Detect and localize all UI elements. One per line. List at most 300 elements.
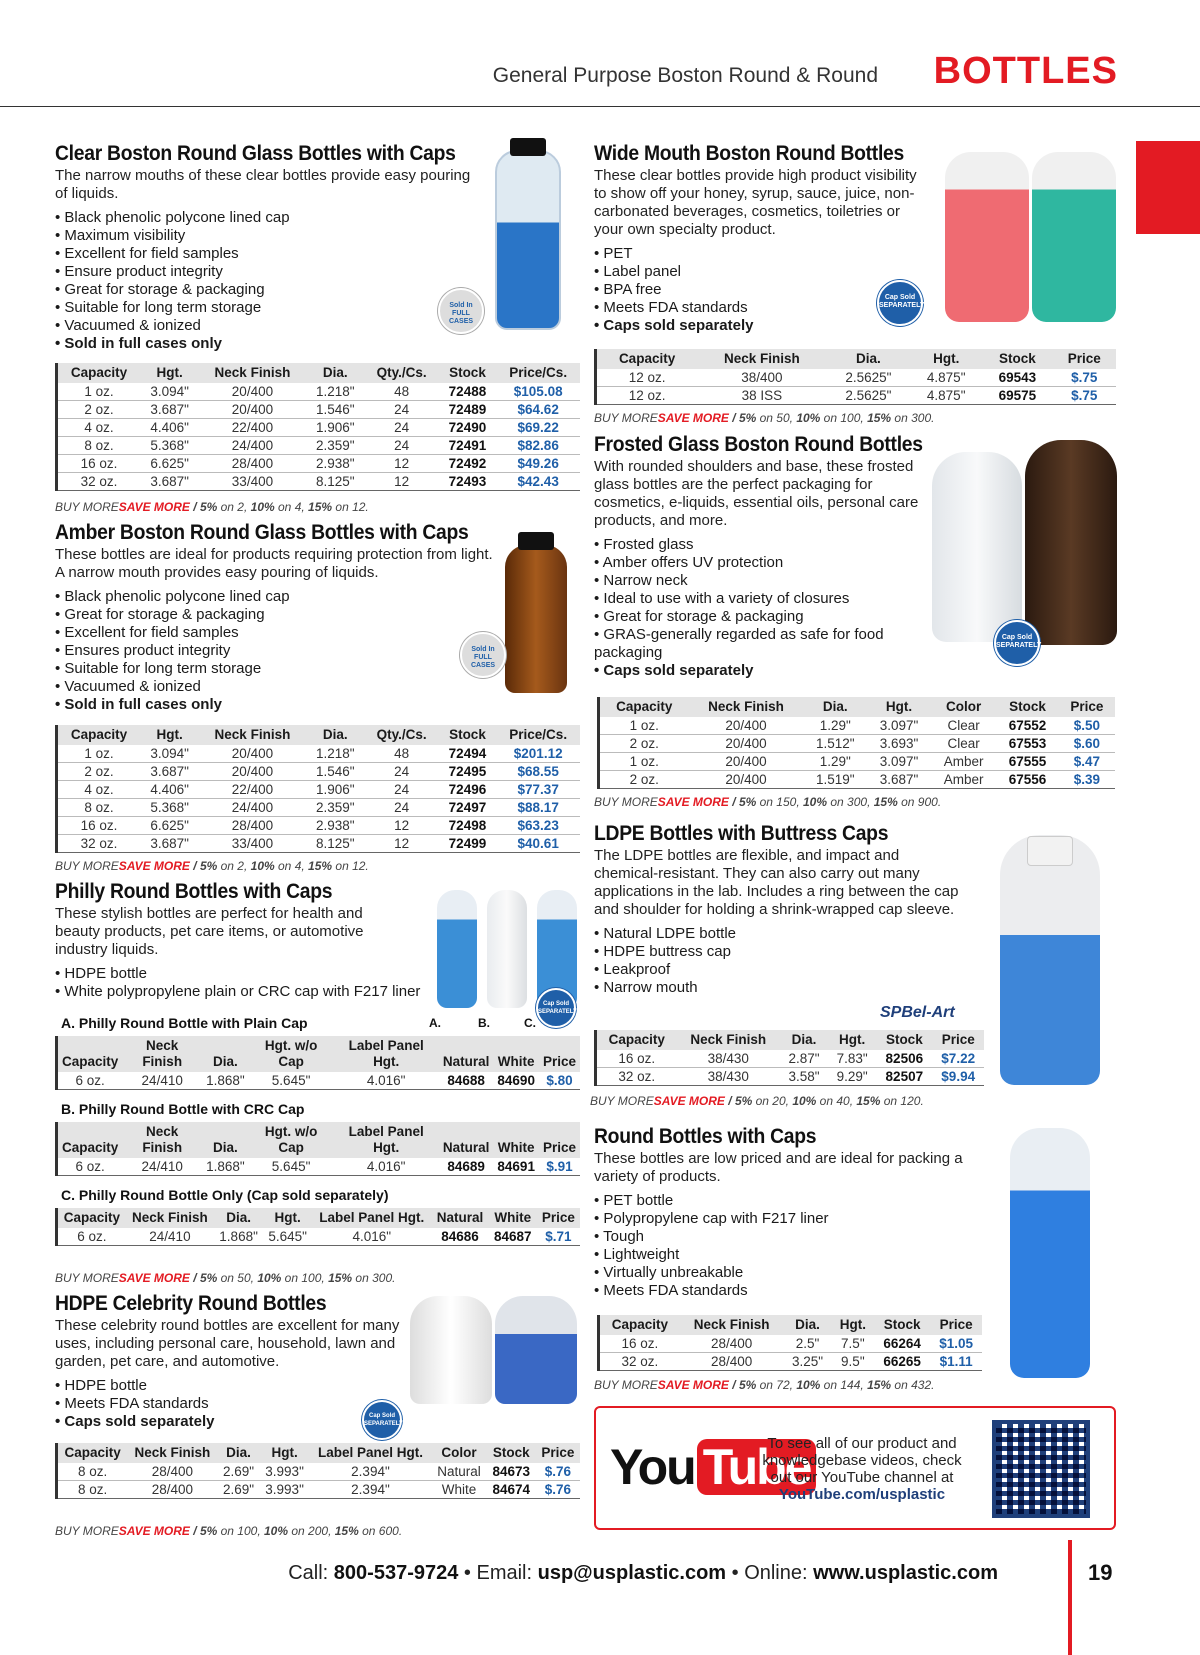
feature-item: • Suitable for long term storage (55, 299, 495, 317)
table-cell: 2.938" (306, 817, 365, 835)
table-cell: 1.519" (803, 771, 867, 789)
table-cell: 2.69" (217, 1481, 259, 1499)
column-header: Hgt. (867, 697, 931, 717)
table-cell: 9.5" (832, 1353, 874, 1371)
table-cell: White (431, 1481, 486, 1499)
table-cell: 72488 (448, 384, 487, 399)
buy-more-part: 5% (738, 411, 757, 425)
table-cell: 6.625" (140, 455, 199, 473)
phone-number[interactable]: 800-537-9724 (333, 1562, 459, 1584)
feature-item: • Narrow neck (594, 572, 924, 590)
column-header: Neck Finish (122, 1122, 202, 1158)
section-title: Philly Round Bottles with Caps (55, 880, 333, 903)
table-cell: 72495 (439, 763, 497, 781)
black-cap-image (518, 532, 554, 550)
table-cell: 5.645" (249, 1072, 334, 1090)
feature-item: • Natural LDPE bottle (594, 925, 994, 943)
table-row (57, 817, 581, 835)
table-cell: 66264 (883, 1336, 921, 1351)
buy-more-part: on 4, (274, 859, 309, 873)
subsection-title-c: C. Philly Round Bottle Only (Cap sold separately) (61, 1187, 389, 1203)
feature-item: • HDPE bottle (55, 1377, 415, 1395)
page-header (0, 0, 1200, 108)
ldpe-section (594, 822, 994, 997)
table-cell: 72496 (439, 781, 497, 799)
ldpe-bottle-image (1000, 835, 1100, 1085)
table-cell: 72493 (439, 473, 497, 491)
buy-more-part: 15% (308, 859, 333, 873)
table-cell: 1 oz. (599, 717, 689, 735)
table-cell: 3.687" (140, 473, 199, 491)
round-caps-table (597, 1315, 982, 1371)
table-cell: 12 oz. (596, 369, 698, 387)
philly-bottle-a-image (437, 890, 477, 1008)
call-label: Call: (288, 1562, 329, 1584)
table-cell: 6 oz. (57, 1228, 126, 1246)
table-cell: 32 oz. (596, 1068, 677, 1086)
table-cell: 84688 (439, 1072, 494, 1090)
table-cell: 12 oz. (596, 387, 698, 405)
section-title: HDPE Celebrity Round Bottles (55, 1292, 327, 1315)
contact-line: Call: 800-537-9724 • Email: usp@usplastic.com • Online: www.usplastic.com (288, 1562, 998, 1584)
table-row (57, 763, 581, 781)
buy-more-part: on 2, (217, 859, 251, 873)
table-cell: 12 (365, 817, 439, 835)
full-cases-badge: Sold In FULL CASES (460, 632, 506, 678)
youtube-promo-text (756, 1435, 968, 1503)
feature-item: • Frosted glass (594, 536, 924, 554)
table-header-row (57, 1208, 581, 1228)
feature-item-emphasis: • Sold in full cases only (55, 696, 525, 714)
philly-crc-cap-table (55, 1122, 580, 1176)
table-cell: 72497 (439, 799, 497, 817)
table-cell: 24 (365, 419, 439, 437)
column-header: Stock (874, 1315, 930, 1335)
section-title: Round Bottles with Caps (594, 1125, 817, 1148)
table-cell: 33/400 (199, 835, 305, 853)
feature-list (55, 588, 525, 714)
column-header: Color (431, 1443, 486, 1463)
table-cell: 48 (394, 746, 410, 761)
column-header: Dia. (306, 725, 365, 745)
buy-more-part: SAVE MORE (118, 500, 190, 514)
column-header: Capacity (599, 697, 689, 717)
buy-more-part: 15% (856, 1094, 881, 1108)
column-header: Capacity (57, 1036, 123, 1072)
table-cell: 67555 (996, 753, 1058, 771)
buy-more-part: 10% (796, 411, 821, 425)
column-header: Color (931, 697, 996, 717)
clear-bottle-image (495, 150, 561, 330)
buy-more-part: / (189, 1271, 200, 1285)
price-cell: $.47 (1059, 753, 1115, 771)
table-cell: 1.868" (202, 1072, 249, 1090)
feature-item: • Maximum visibility (55, 227, 495, 245)
column-header: Label Panel Hgt. (312, 1208, 431, 1228)
buy-more-part: SAVE MORE (118, 1271, 190, 1285)
hdpe-celebrity-section (55, 1292, 415, 1431)
table-cell: 5.368" (140, 799, 199, 817)
table-cell: 20/400 (689, 735, 804, 753)
table-cell: 2.87" (788, 1051, 820, 1066)
feature-item: • Suitable for long term storage (55, 660, 525, 678)
table-cell: 5.645" (249, 1158, 334, 1176)
buy-more-part: 5% (199, 859, 218, 873)
table-cell: 32 oz. (57, 835, 141, 853)
price-cell: $.50 (1073, 718, 1100, 733)
feature-item: • Meets FDA standards (594, 299, 934, 317)
feature-list (594, 925, 994, 997)
column-header: Capacity (57, 1443, 128, 1463)
email-link[interactable]: usp@usplastic.com (537, 1562, 727, 1584)
table-cell: 84687 (489, 1228, 537, 1246)
column-header: Stock (982, 349, 1052, 369)
column-header: Price (1053, 349, 1116, 369)
buy-more-part: 15% (867, 1378, 892, 1392)
table-cell: 2.5" (795, 1336, 820, 1351)
column-header: Capacity (599, 1315, 680, 1335)
table-cell: 84689 (439, 1158, 494, 1176)
table-header-row (599, 697, 1116, 717)
column-header: Label Panel Hgt. (310, 1443, 432, 1463)
table-cell: 2.359" (306, 799, 365, 817)
table-cell: 5.645" (263, 1228, 312, 1246)
feature-item: • Vacuumed & ionized (55, 317, 495, 335)
table-cell: 4.406" (140, 781, 199, 799)
column-header: Price (537, 1208, 580, 1228)
buy-more-part: / (728, 795, 739, 809)
buy-more-part: BUY MORE (55, 500, 119, 514)
table-cell: 66265 (874, 1353, 930, 1371)
image-label-c: C. (524, 1016, 536, 1030)
table-row (57, 1228, 581, 1246)
table-cell: 28/400 (151, 1464, 194, 1479)
feature-item: • Ensures product integrity (55, 642, 525, 660)
price-cell: $64.62 (496, 401, 580, 419)
buy-more-part: on 50, (756, 411, 797, 425)
table-row (57, 799, 581, 817)
buy-more-part: / (189, 1524, 200, 1538)
buy-more-part: SAVE MORE (653, 1094, 725, 1108)
feature-item-emphasis: • Caps sold separately (55, 1413, 415, 1431)
youtube-promo-box (594, 1406, 1116, 1530)
column-header: Neck Finish (677, 1030, 780, 1050)
buy-more-part: 10% (264, 1524, 289, 1538)
section-description: The LDPE bottles are flexible, and impact and chemical-resistant. They can also carry out many applications in the lab. Includes a ring between the cap and shoulder for holding a shrink-wrapped cap sleeve. (594, 847, 959, 918)
price-cell: $42.43 (496, 473, 580, 491)
table-cell: 3.687" (140, 401, 199, 419)
subsection-title-b: B. Philly Round Bottle with CRC Cap (61, 1101, 305, 1117)
table-cell: 84686 (431, 1228, 488, 1246)
table-cell: 84690 (493, 1072, 539, 1090)
feature-item: • PET bottle (594, 1192, 994, 1210)
price-cell: $105.08 (513, 384, 563, 399)
buy-more-part: 10% (250, 859, 275, 873)
cap-sold-separately-badge: Cap Sold SEPARATELY (877, 280, 923, 326)
column-header: Capacity (596, 349, 698, 369)
buy-more-part: on 40, (816, 1094, 857, 1108)
wide-mouth-teal-bottle-image (1032, 152, 1116, 322)
section-description: The narrow mouths of these clear bottles provide easy pouring of liquids. (55, 167, 471, 202)
bel-art-logo: SPBel-Art (880, 1004, 955, 1021)
table-cell: Clear (931, 735, 996, 753)
feature-item: • Ensure product integrity (55, 263, 495, 281)
buy-more-note (55, 1271, 395, 1285)
buy-more-part: BUY MORE (590, 1094, 654, 1108)
table-cell: 4.016" (312, 1228, 431, 1246)
table-cell: 84673 (492, 1464, 531, 1479)
table-cell: 24 (365, 763, 439, 781)
column-header: Stock (876, 1030, 932, 1050)
table-row (599, 717, 1116, 735)
table-row (57, 455, 581, 473)
table-cell: 3.25" (783, 1353, 831, 1371)
page-subtitle: General Purpose Boston Round & Round (492, 64, 878, 87)
cap-sold-separately-badge: Cap Sold SEPARATELY (536, 988, 576, 1028)
wide-mouth-table (594, 349, 1116, 405)
table-cell: 72491 (439, 437, 497, 455)
column-header: Neck Finish (199, 363, 305, 383)
buy-more-part: on 300. (891, 411, 935, 425)
table-cell: 20/400 (689, 771, 804, 789)
table-cell: 82507 (876, 1068, 932, 1086)
table-cell: 67556 (996, 771, 1058, 789)
table-header-row (57, 1036, 581, 1072)
buy-more-part: SAVE MORE (118, 1524, 190, 1538)
price-cell: $.76 (544, 1464, 572, 1479)
table-cell: 3.687" (867, 771, 931, 789)
feature-item: • Ideal to use with a variety of closures (594, 590, 924, 608)
price-cell: $82.86 (496, 437, 580, 455)
table-cell: 72489 (439, 401, 497, 419)
price-cell: $201.12 (513, 746, 563, 761)
buy-more-part: 15% (334, 1524, 359, 1538)
price-cell: $69.22 (496, 419, 580, 437)
column-header: Natural (439, 1036, 494, 1072)
buy-more-part: on 20, (752, 1094, 793, 1108)
price-cell: $.91 (539, 1158, 580, 1176)
table-cell: Clear (947, 718, 980, 733)
buy-more-part: on 150, (756, 795, 803, 809)
column-header: Stock (487, 1443, 536, 1463)
buy-more-part: / (724, 1094, 735, 1108)
column-header: Hgt. (140, 363, 199, 383)
column-header: White (493, 1122, 539, 1158)
philly-bottle-b-image (487, 890, 527, 1008)
buy-more-part: / (189, 500, 200, 514)
table-row (57, 419, 581, 437)
table-row (599, 771, 1116, 789)
buy-more-part: on 900. (897, 795, 942, 809)
column-header: Stock (996, 697, 1058, 717)
price-cell: $.75 (1053, 387, 1116, 405)
feature-item: • Amber offers UV protection (594, 554, 924, 572)
amber-boston-table (55, 725, 580, 853)
feature-item: • Excellent for field samples (55, 245, 495, 263)
table-cell: 24/400 (199, 799, 305, 817)
column-header: White (493, 1036, 539, 1072)
feature-item: • Black phenolic polycone lined cap (55, 209, 495, 227)
price-cell: $77.37 (496, 781, 580, 799)
feature-item: • Leakproof (594, 961, 994, 979)
column-header: Price/Cs. (496, 725, 580, 745)
table-cell: 2 oz. (599, 771, 689, 789)
column-header: Capacity (57, 1208, 126, 1228)
table-cell: 8 oz. (57, 1463, 128, 1481)
column-header: Capacity (596, 1030, 677, 1050)
table-cell: 38/430 (707, 1051, 749, 1066)
table-cell: 1.906" (306, 781, 365, 799)
ldpe-table (594, 1030, 984, 1086)
buy-more-part: on 12. (332, 859, 369, 873)
table-row (57, 401, 581, 419)
column-header: Dia. (803, 697, 867, 717)
price-cell: $.80 (539, 1072, 580, 1090)
table-cell: 3.693" (867, 735, 931, 753)
table-cell: 2.394" (310, 1481, 432, 1499)
column-header: Neck Finish (199, 725, 305, 745)
table-cell: 32 oz. (57, 473, 141, 491)
youtube-channel-link[interactable]: YouTube.com/usplastic (778, 1486, 946, 1503)
table-cell: 3.094" (150, 746, 189, 761)
table-cell: 8 oz. (57, 437, 141, 455)
table-cell: 3.58" (780, 1068, 828, 1086)
table-row (57, 383, 581, 401)
buy-more-part: SAVE MORE (657, 411, 729, 425)
cap-sold-separately-badge: Cap Sold SEPARATELY (362, 1400, 402, 1440)
table-cell: 20/400 (199, 763, 305, 781)
page-footer (0, 1540, 1200, 1600)
buy-more-part: SAVE MORE (118, 859, 190, 873)
buy-more-part: on 432. (891, 1378, 935, 1392)
buy-more-part: / (728, 411, 739, 425)
buy-more-part: 15% (867, 411, 892, 425)
feature-list (55, 1377, 415, 1431)
table-cell: 72499 (439, 835, 497, 853)
table-cell: 7.83" (836, 1051, 868, 1066)
buy-more-part: 10% (250, 500, 275, 514)
buy-more-note (55, 500, 369, 514)
table-cell: 67553 (996, 735, 1058, 753)
column-header: Capacity (57, 363, 141, 383)
table-cell: 69575 (982, 387, 1052, 405)
column-header: Capacity (57, 725, 141, 745)
table-cell: Amber (931, 771, 996, 789)
column-header: Neck Finish (122, 1036, 202, 1072)
feature-item: • Virtually unbreakable (594, 1264, 994, 1282)
buy-more-part: SAVE MORE (657, 795, 729, 809)
table-header-row (599, 1315, 983, 1335)
table-cell: 4 oz. (57, 419, 141, 437)
buy-more-part: BUY MORE (594, 411, 658, 425)
image-label-b: B. (478, 1016, 490, 1030)
table-cell: 20/400 (231, 384, 274, 399)
price-cell: $88.17 (496, 799, 580, 817)
table-cell: 8 oz. (57, 799, 141, 817)
price-cell: $.39 (1059, 771, 1115, 789)
buttress-cap-image (1027, 836, 1073, 866)
table-cell: 2.938" (306, 455, 365, 473)
table-cell: 16 oz. (596, 1050, 677, 1068)
feature-item: • Polypropylene cap with F217 liner (594, 1210, 994, 1228)
feature-list (594, 536, 924, 680)
table-cell: 2.5625" (827, 387, 911, 405)
table-cell: 4.875" (926, 370, 966, 385)
website-link[interactable]: www.usplastic.com (813, 1562, 998, 1584)
table-cell: 22/400 (199, 419, 305, 437)
feature-item: • Black phenolic polycone lined cap (55, 588, 525, 606)
table-cell: 1.218" (315, 384, 355, 399)
price-cell: $49.26 (496, 455, 580, 473)
black-cap-image (510, 138, 546, 156)
buy-more-part: 15% (308, 500, 333, 514)
column-header: Capacity (57, 1122, 123, 1158)
table-cell: 5.368" (140, 437, 199, 455)
youtube-promo-description: To see all of our product and knowledgebase videos, check out our YouTube channel at (762, 1435, 962, 1486)
table-cell: 33/400 (199, 473, 305, 491)
table-cell: 9.29" (828, 1068, 876, 1086)
table-row (596, 369, 1117, 387)
image-label-a: A. (429, 1016, 441, 1030)
price-cell: $63.23 (496, 817, 580, 835)
clear-boston-section (55, 142, 495, 353)
buy-more-part: on 100, (217, 1524, 264, 1538)
section-description: These celebrity round bottles are excellent for many uses, including personal care, household, lawn and garden, pet care, and automotive. (55, 1317, 400, 1370)
feature-item: • PET (594, 245, 934, 263)
buy-more-part: 5% (738, 1378, 757, 1392)
youtube-logo-tube: Tube (697, 1439, 817, 1495)
table-cell: 1 oz. (57, 383, 141, 401)
table-cell: 2 oz. (599, 735, 689, 753)
hdpe-celebrity-table (55, 1443, 580, 1499)
table-cell: 1.218" (315, 746, 355, 761)
table-row (596, 387, 1117, 405)
frosted-amber-bottle-image (1025, 440, 1117, 645)
column-header: Natural (431, 1208, 488, 1228)
table-cell: 1.546" (306, 401, 365, 419)
qr-code-icon[interactable] (992, 1420, 1090, 1518)
column-header: Qty./Cs. (365, 725, 439, 745)
feature-item: • HDPE bottle (55, 965, 435, 983)
feature-item: • Tough (594, 1228, 994, 1246)
table-header-row (57, 1443, 581, 1463)
table-cell: 22/400 (199, 781, 305, 799)
buy-more-part: 5% (199, 1524, 218, 1538)
table-cell: 84691 (493, 1158, 539, 1176)
feature-item: • Meets FDA standards (594, 1282, 994, 1300)
table-cell: 3.993" (260, 1481, 310, 1499)
buy-more-part: 5% (738, 795, 757, 809)
table-cell: 20/400 (689, 753, 804, 771)
price-cell: $.75 (1071, 370, 1098, 385)
column-header: Dia. (306, 363, 365, 383)
column-header: Dia. (214, 1208, 263, 1228)
frosted-clear-bottle-image (932, 452, 1022, 642)
column-header: Neck Finish (126, 1208, 214, 1228)
buy-more-note (594, 411, 934, 425)
column-header: White (489, 1208, 537, 1228)
table-cell: 24/410 (126, 1228, 214, 1246)
table-cell: 72492 (439, 455, 497, 473)
table-cell: 12 (365, 455, 439, 473)
column-header: Price (536, 1443, 580, 1463)
buy-more-part: on 300. (352, 1271, 396, 1285)
table-cell: 24/410 (122, 1072, 202, 1090)
buy-more-part: on 12. (332, 500, 369, 514)
table-cell: 38/400 (741, 370, 783, 385)
buy-more-part: on 4, (274, 500, 309, 514)
table-cell: 20/400 (231, 746, 274, 761)
